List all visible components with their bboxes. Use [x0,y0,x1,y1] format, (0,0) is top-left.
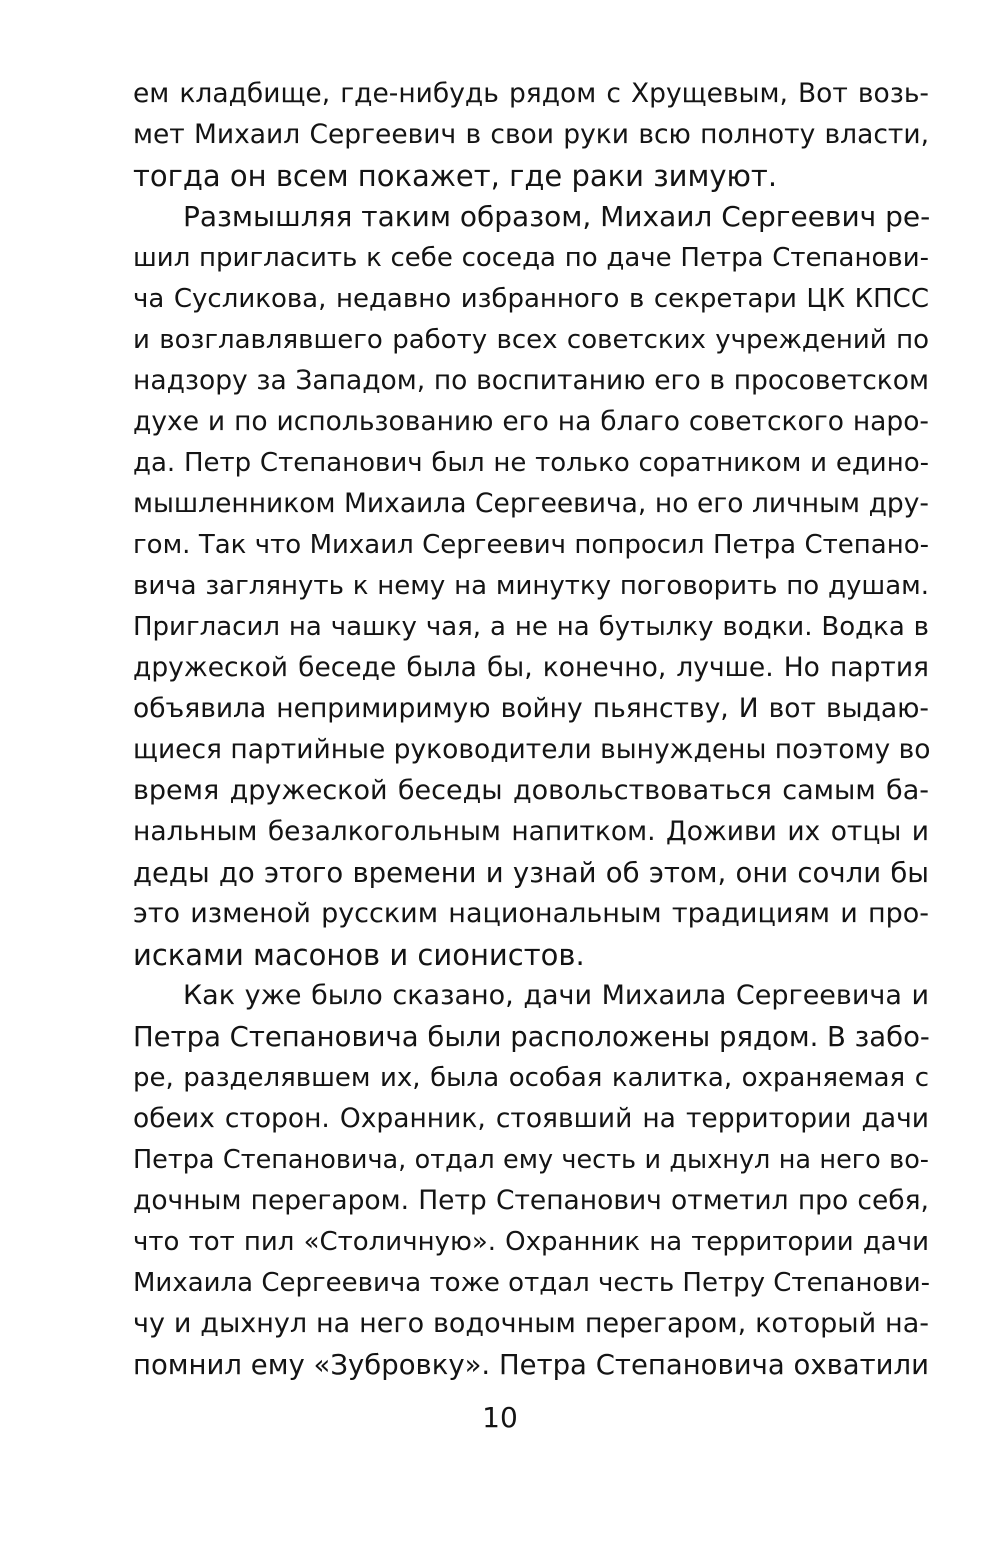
text-line: ре, разделявшем их, была особая калитка, охраняемая с [133,1063,929,1093]
text-line: Размышляя таким образом, Михаил Сергеевич ре- [183,200,931,233]
text-line: деды до этого времени и узнай об этом, они сочли бы [133,857,929,889]
text-line: объявила непримиримую войну пьянству, И вот выдаю- [133,693,929,724]
text-line: что тот пил «Столичную». Охранник на территории дачи [133,1227,929,1257]
text-line: Петра Степановича, отдал ему честь и дыхнул на него во- [133,1145,929,1175]
text-line: Пригласил на чашку чая, а не на бутылку водки. Водка в [133,612,929,642]
text-line: обеих сторон. Охранник, стоявший на территории дачи [133,1103,929,1134]
text-line: Петра Степановича были расположены рядом. В забо- [133,1021,930,1053]
text-line: духе и по использованию его на благо советского наро- [133,406,929,437]
text-line: Михаила Сергеевича тоже отдал честь Петру Степанови- [133,1268,930,1298]
text-line: щиеся партийные руководители вынуждены поэтому во [133,734,931,765]
text-line: и возглавлявшего работу всех советских учреждений по [133,325,929,355]
text-line: надзору за Западом, по воспитанию его в просоветском [133,365,929,396]
text-line: тогда он всем покажет, где раки зимуют. [133,159,778,193]
text-line: шил пригласить к себе соседа по даче Петра Степанови- [133,243,929,273]
text-line: ем кладбище, где-нибудь рядом с Хрущевым, Вот возь- [133,78,929,109]
text-line: это изменой русским национальным традициям и про- [133,898,929,929]
text-line: дружеской беседе была бы, конечно, лучше. Но партия [133,652,929,683]
text-line: исками масонов и сионистов. [133,938,585,972]
text-line: мышленником Михаила Сергеевича, но его личным дру- [133,488,929,519]
text-line: чу и дыхнул на него водочным перегаром, который на- [133,1308,929,1339]
text-line: ча Сусликова, недавно избранного в секретари ЦК КПСС [133,284,929,314]
text-line: нальным безалкогольным напитком. Доживи их отцы и [133,816,929,847]
text-line: вича заглянуть к нему на минутку поговорить по душам. [133,571,929,601]
text-line: время дружеской беседы довольствоваться самым ба- [133,775,929,806]
text-line: да. Петр Степанович был не только соратником и едино- [133,448,929,478]
page-number: 10 [482,1401,518,1434]
text-line: мет Михаил Сергеевич в свои руки всю полноту власти, [133,119,929,150]
text-line: гом. Так что Михаил Сергеевич попросил Петра Степано- [133,530,929,560]
text-line: Как уже было сказано, дачи Михаила Сергеевича и [183,980,929,1011]
text-line: помнил ему «Зубровку». Петра Степановича охватили [133,1349,929,1381]
text-line: дочным перегаром. Петр Степанович отметил про себя, [133,1185,929,1216]
